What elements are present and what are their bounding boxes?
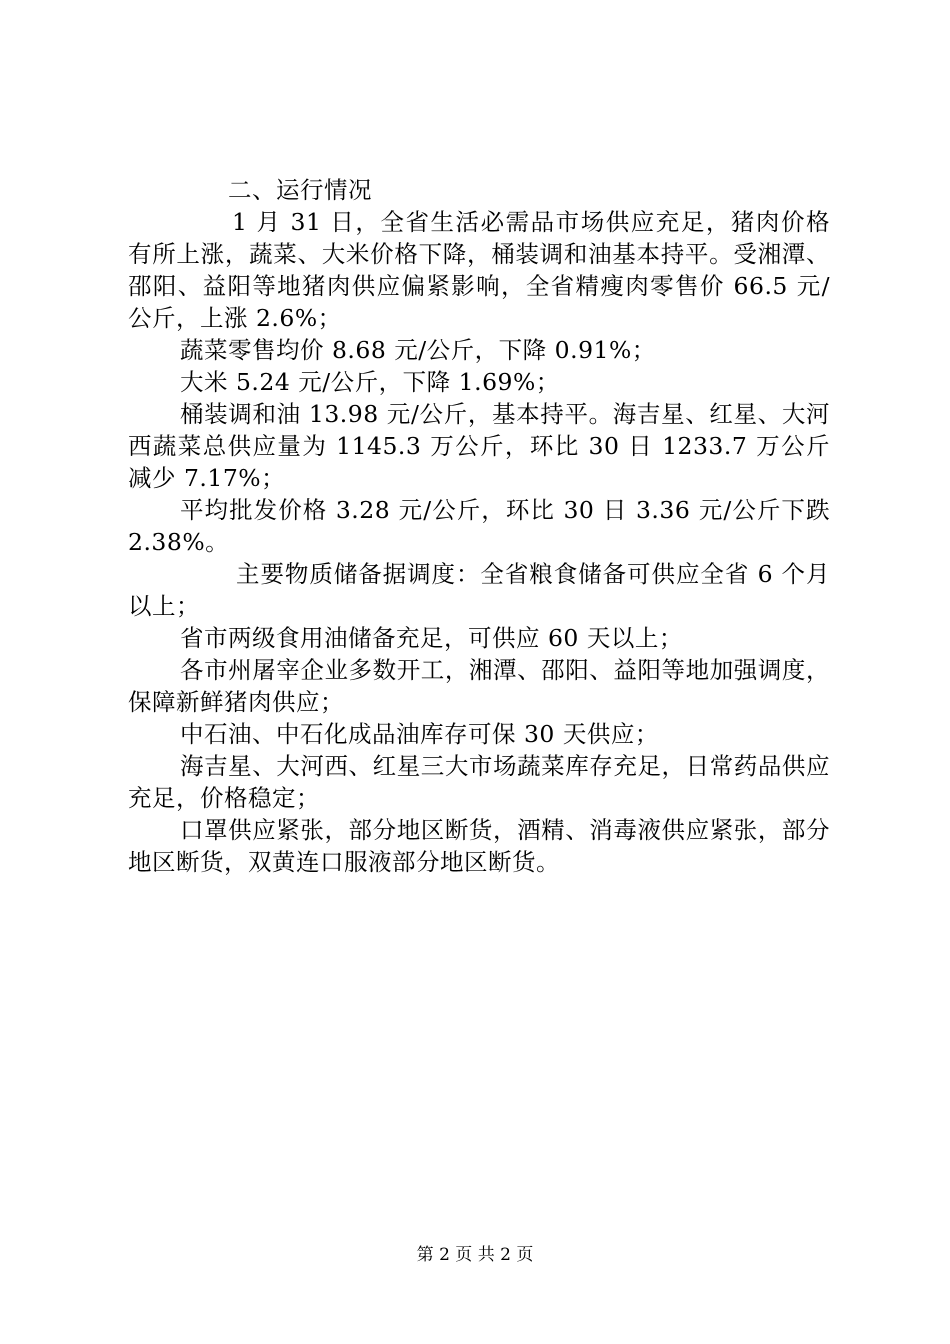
paragraph-slaughter-enterprises: 各市州屠宰企业多数开工，湘潭、邵阳、益阳等地加强调度，保障新鲜猪肉供应；: [128, 656, 830, 716]
paragraph-oil-and-supply: 桶装调和油 13.98 元/公斤，基本持平。海吉星、红星、大河西蔬菜总供应量为 1145.3 万公斤，环比 30 日 1233.7 万公斤减少 7.17%；: [128, 400, 830, 492]
page-footer: [0, 1244, 950, 1266]
paragraph-grain-reserve: 主要物质储备据调度：全省粮食储备可供应全省 6 个月以上；: [128, 560, 830, 620]
paragraph-medical-supplies: 口罩供应紧张，部分地区断货，酒精、消毒液供应紧张，部分地区断货，双黄连口服液部分地区断货。: [128, 816, 830, 876]
paragraph-fuel-stock: 中石油、中石化成品油库存可保 30 天供应；: [180, 720, 659, 748]
section-heading: 二、运行情况: [228, 176, 372, 204]
paragraph-vegetable-stock: 海吉星、大河西、红星三大市场蔬菜库存充足，日常药品供应充足，价格稳定；: [128, 752, 830, 812]
paragraph-edible-oil-reserve: 省市两级食用油储备充足，可供应 60 天以上；: [180, 624, 683, 652]
page-indicator: 第 2 页 共 2 页: [416, 1245, 534, 1265]
paragraph-rice-price: 大米 5.24 元/公斤，下降 1.69%；: [180, 368, 560, 396]
document-body: [128, 174, 830, 878]
paragraph-wholesale-price: 平均批发价格 3.28 元/公斤，环比 30 日 3.36 元/公斤下跌 2.38%。: [128, 496, 830, 556]
paragraph-market-overview: 1 月 31 日，全省生活必需品市场供应充足，猪肉价格有所上涨，蔬菜、大米价格下降，桶装调和油基本持平。受湘潭、邵阳、益阳等地猪肉供应偏紧影响，全省精瘦肉零售价 66.5 元/公斤，上涨 2.6%；: [128, 208, 830, 332]
paragraph-vegetable-price: 蔬菜零售均价 8.68 元/公斤，下降 0.91%；: [180, 336, 656, 364]
